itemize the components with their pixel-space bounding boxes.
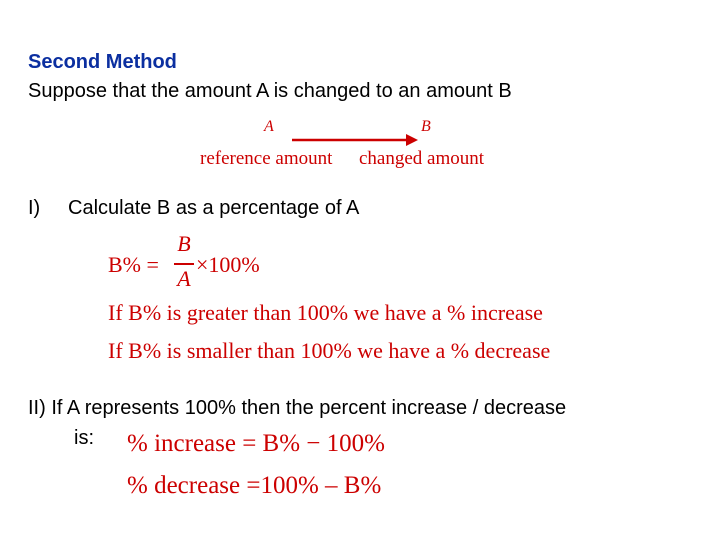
diagram-to-label: changed amount	[359, 148, 485, 169]
decrease-formula: % decrease =100% – B%	[127, 472, 382, 499]
page-heading: Second Method	[28, 51, 177, 73]
diagram-to-symbol: B	[421, 118, 431, 135]
arrow-right-icon	[290, 132, 420, 148]
step1-text: Calculate B as a percentage of A	[68, 197, 360, 219]
step2-text-continued: is:	[74, 427, 94, 449]
formula-rhs: ×100%	[196, 252, 260, 277]
greater-rule: If B% is greater than 100% we have a % increase	[108, 300, 543, 325]
formula-numerator: B	[177, 231, 191, 256]
step1-number: I)	[28, 197, 41, 219]
increase-formula: % increase = B% − 100%	[127, 430, 385, 457]
diagram-from-symbol: A	[264, 118, 274, 135]
smaller-rule: If B% is smaller than 100% we have a % decrease	[108, 338, 551, 363]
fraction-bar	[174, 263, 194, 265]
intro-text: Suppose that the amount A is changed to an amount B	[28, 80, 512, 102]
formula-denominator: A	[177, 266, 191, 291]
step2-text: II) If A represents 100% then the percent increase / decrease	[28, 397, 567, 419]
formula-lhs: B% =	[108, 252, 159, 277]
diagram-from-label: reference amount	[200, 148, 333, 169]
